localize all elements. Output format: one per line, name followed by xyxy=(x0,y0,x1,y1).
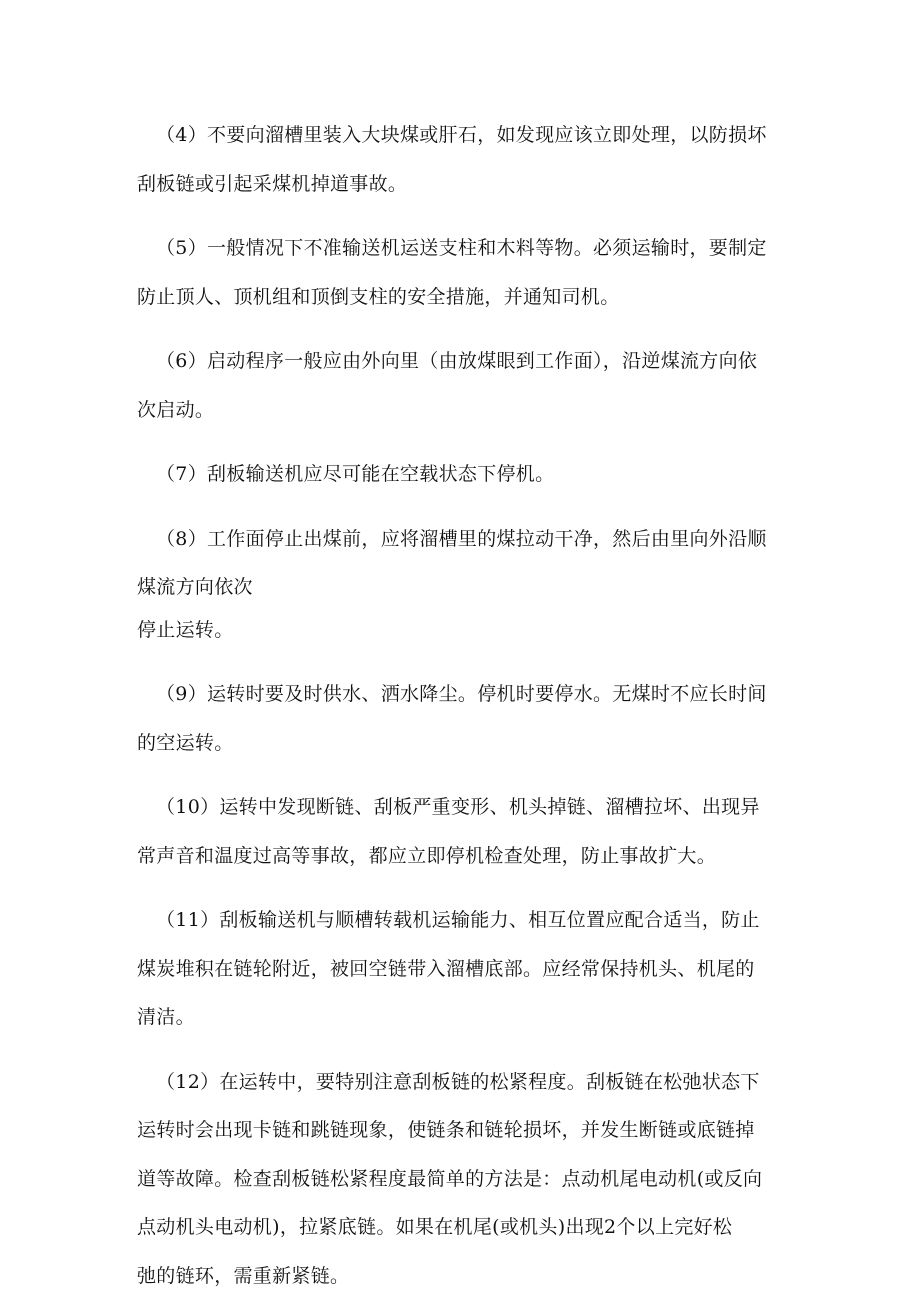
paragraph-line: 的空运转。 xyxy=(137,731,234,754)
paragraph-line: （11）刮板输送机与顺槽转载机运输能力、相互位置应配合适当，防止 xyxy=(156,909,760,931)
paragraph-line: （5）一般情况下不准输送机运送支柱和木料等物。必须运输时，要制定 xyxy=(156,237,767,259)
paragraph-line: （8）工作面停止出煤前，应将溜槽里的煤拉动干净，然后由里向外沿顺 xyxy=(156,527,767,550)
paragraph-line: （6）启动程序一般应由外向里（由放煤眼到工作面），沿逆煤流方向依 xyxy=(156,350,758,372)
paragraph-9 xyxy=(137,670,784,767)
paragraph-line: 道等故障。检查刮板链松紧程度最简单的方法是：点动机尾电动机(或反向 xyxy=(137,1167,763,1190)
paragraph-line: 停止运转。 xyxy=(137,618,234,641)
paragraph-line: 常声音和温度过高等事故，都应立即停机检查处理，防止事故扩大。 xyxy=(137,844,717,867)
paragraph-line: 运转时会出现卡链和跳链现象，使链条和链轮损坏，并发生断链或底链掉 xyxy=(137,1119,755,1141)
paragraph-line: 刮板链或引起采煤机掉道事故。 xyxy=(137,172,408,195)
paragraph-11 xyxy=(137,896,784,1042)
paragraph-line: （7）刮板输送机应尽可能在空载状态下停机。 xyxy=(156,463,555,485)
paragraph-line: 煤炭堆积在链轮附近，被回空链带入溜槽底部。应经常保持机头、机尾的 xyxy=(137,957,755,980)
paragraph-line: 点动机头电动机)，拉紧底链。如果在机尾(或机头)出现2个以上完好松 xyxy=(137,1216,733,1238)
paragraph-8-continuation xyxy=(137,606,784,655)
paragraph-line: 清洁。 xyxy=(137,1006,195,1028)
document-page xyxy=(137,111,784,1316)
paragraph-line: （12）在运转中，要特别注意刮板链的松紧程度。刮板链在松弛状态下 xyxy=(156,1070,760,1093)
paragraph-7 xyxy=(137,450,784,499)
paragraph-line: （4）不要向溜槽里装入大块煤或肝石，如发现应该立即处理，以防损坏 xyxy=(156,124,767,146)
paragraph-4 xyxy=(137,111,784,208)
paragraph-8 xyxy=(137,515,784,612)
paragraph-12 xyxy=(137,1058,784,1301)
paragraph-line: 弛的链环，需重新紧链。 xyxy=(137,1264,350,1287)
paragraph-5 xyxy=(137,224,784,321)
paragraph-line: （10）运转中发现断链、刮板严重变形、机头掉链、溜槽拉坏、出现异 xyxy=(156,796,760,818)
paragraph-line: 煤流方向依次 xyxy=(137,576,253,598)
paragraph-10 xyxy=(137,783,784,880)
paragraph-line: 防止顶人、顶机组和顶倒支柱的安全措施，并通知司机。 xyxy=(137,285,620,308)
paragraph-6 xyxy=(137,337,784,434)
paragraph-line: （9）运转时要及时供水、洒水降尘。停机时要停水。无煤时不应长时间 xyxy=(156,683,767,705)
paragraph-line: 次启动。 xyxy=(137,398,215,421)
